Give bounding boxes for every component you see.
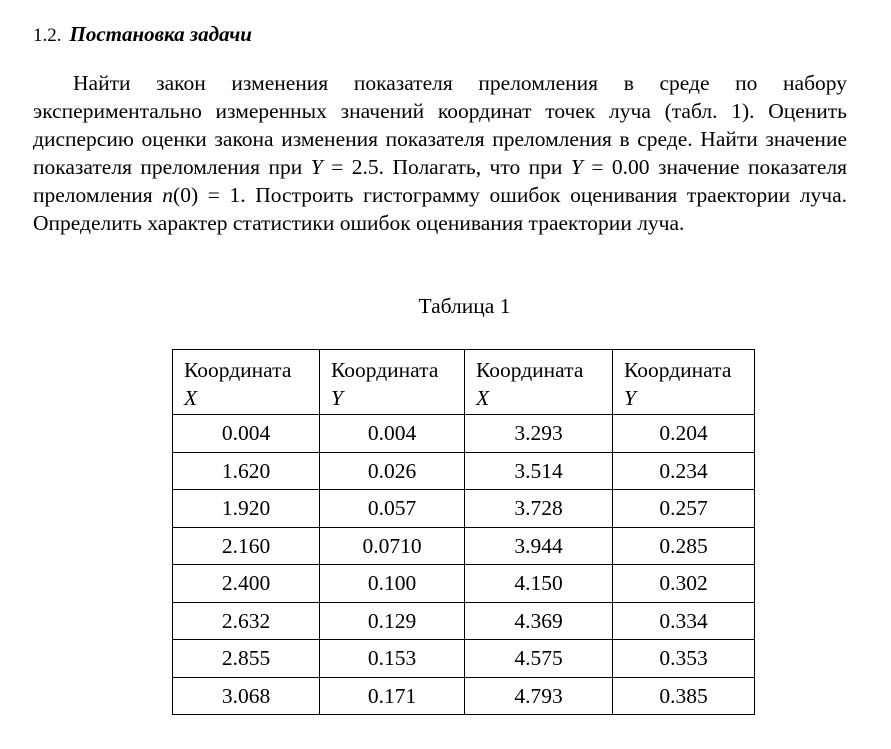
header-cell	[320, 350, 465, 415]
table-cell: 0.171	[320, 677, 465, 715]
paragraph-text: (0) = 1. Построить гистограмму ошибок оценивания траектории луча. Определить характер статистики ошибок оценивания траектории луча.	[33, 183, 847, 235]
table-cell: 3.728	[465, 490, 613, 528]
table-cell: 0.004	[320, 415, 465, 453]
table-cell: 4.369	[465, 602, 613, 640]
table-cell: 4.575	[465, 640, 613, 678]
header-label: Координата	[184, 358, 292, 382]
table-cell: 0.234	[613, 452, 755, 490]
table-cell: 2.855	[173, 640, 320, 678]
section-number: 1.2.	[33, 25, 62, 46]
table-cell: 0.334	[613, 602, 755, 640]
header-cell	[465, 350, 613, 415]
table-cell: 3.944	[465, 527, 613, 565]
table-row	[173, 602, 755, 640]
header-variable: X	[476, 386, 490, 410]
variable-y: Y	[570, 155, 583, 179]
table-cell: 2.632	[173, 602, 320, 640]
paragraph-text: Найти закон изменения показателя преломления в среде по набору экспериментально измеренных значений координат точек луча (табл. 1). Оценить дисперсию оценки закона изменения показателя преломления в среде. Найти значение показателя преломления при	[33, 71, 847, 179]
header-cell	[613, 350, 755, 415]
table-cell: 3.514	[465, 452, 613, 490]
table-cell: 2.160	[173, 527, 320, 565]
table-cell: 0.285	[613, 527, 755, 565]
section-heading	[33, 20, 252, 50]
table-caption: Таблица 1	[418, 294, 511, 318]
table-row	[173, 640, 755, 678]
table-cell: 3.293	[465, 415, 613, 453]
table-row	[173, 677, 755, 715]
header-label: Координата	[331, 358, 439, 382]
header-label: Координата	[624, 358, 732, 382]
table-cell: 1.620	[173, 452, 320, 490]
variable-n: n	[162, 183, 174, 207]
coordinates-table	[172, 349, 755, 715]
table-cell: 0.100	[320, 565, 465, 603]
table-row	[173, 565, 755, 603]
table-cell: 0.026	[320, 452, 465, 490]
table-cell: 0.204	[613, 415, 755, 453]
table-cell: 1.920	[173, 490, 320, 528]
table-cell: 0.153	[320, 640, 465, 678]
table-cell: 0.129	[320, 602, 465, 640]
table-cell: 3.068	[173, 677, 320, 715]
variable-y: Y	[310, 155, 323, 179]
section-title: Постановка задачи	[69, 22, 252, 46]
header-variable: Y	[331, 386, 343, 410]
table-row	[173, 490, 755, 528]
problem-statement-paragraph	[33, 69, 847, 237]
table-row	[173, 452, 755, 490]
table-cell: 2.400	[173, 565, 320, 603]
table-cell: 0.353	[613, 640, 755, 678]
table-cell: 0.385	[613, 677, 755, 715]
header-variable: X	[184, 386, 198, 410]
paragraph-text: = 2.5. Полагать, что при	[322, 155, 571, 179]
table-cell: 0.057	[320, 490, 465, 528]
paragraph-text: = 0.00 значение показателя преломления	[33, 155, 847, 207]
table-cell: 0.004	[173, 415, 320, 453]
header-cell	[173, 350, 320, 415]
table-cell: 4.793	[465, 677, 613, 715]
header-label: Координата	[476, 358, 584, 382]
table-header-row	[173, 350, 755, 415]
table-cell: 0.0710	[320, 527, 465, 565]
table-cell: 0.302	[613, 565, 755, 603]
table-cell: 0.257	[613, 490, 755, 528]
table-row	[173, 415, 755, 453]
header-variable: Y	[624, 386, 636, 410]
table-cell: 4.150	[465, 565, 613, 603]
table-row	[173, 527, 755, 565]
